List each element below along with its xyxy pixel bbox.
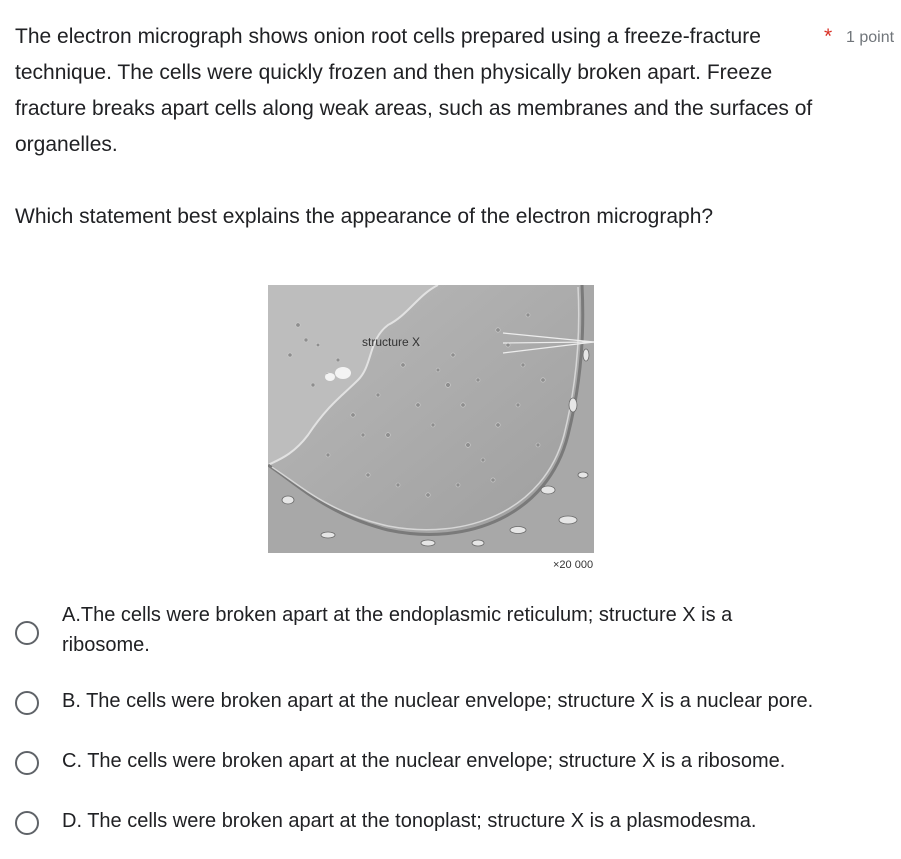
magnification-label: ×20 000 [553, 559, 594, 571]
option-c-label: C. The cells were broken apart at the nuclear envelope; structure X is a ribosome. [62, 750, 786, 772]
option-b-label: B. The cells were broken apart at the nuclear envelope; structure X is a nuclear pore. [62, 690, 814, 712]
radio-button-d[interactable] [15, 811, 39, 835]
micrograph-image [268, 285, 594, 553]
points-label: 1 point [846, 29, 895, 46]
option-d-label: D. The cells were broken apart at the tonoplast; structure X is a plasmodesma. [62, 810, 757, 832]
question-paragraph-prompt: Which statement best explains the appearance of the electron micrograph? [15, 205, 714, 228]
question-paragraph-intro: The electron micrograph shows onion root cells prepared using a freeze-fracture technique. The cells were quickly frozen and then physically broken apart. Freeze fracture breaks apart cells along weak areas, such as membranes and the surfaces of organelles. [15, 25, 813, 156]
option-a-label: A.The cells were broken apart at the endoplasmic reticulum; structure X is a ribosome. [62, 604, 733, 656]
electron-micrograph [268, 285, 594, 553]
radio-button-a[interactable] [15, 621, 39, 645]
question-text [15, 19, 815, 235]
radio-button-c[interactable] [15, 751, 39, 775]
required-asterisk: * [824, 25, 833, 48]
structure-x-label: structure X [362, 335, 421, 349]
radio-button-b[interactable] [15, 691, 39, 715]
